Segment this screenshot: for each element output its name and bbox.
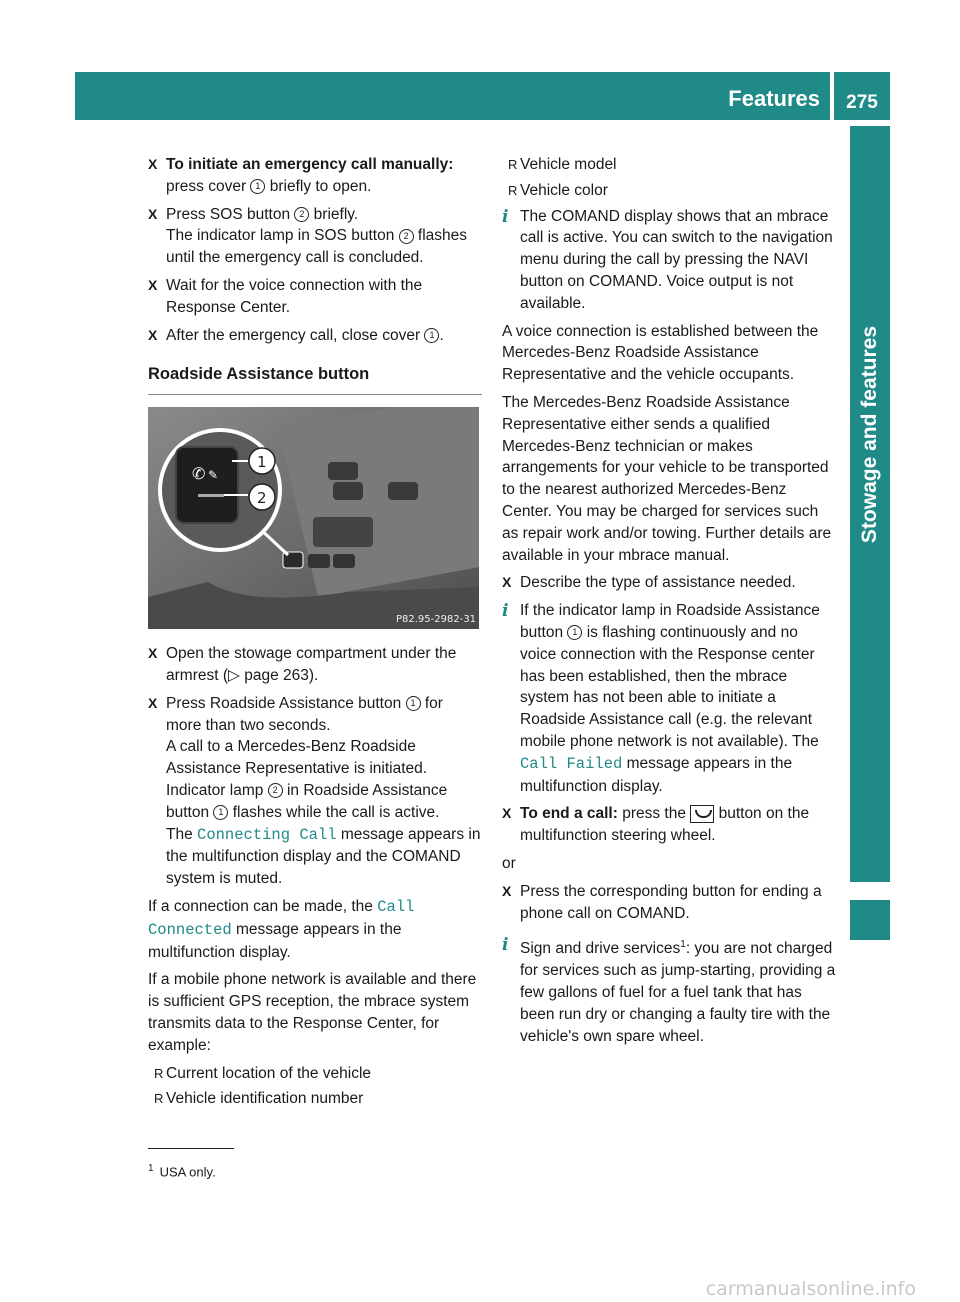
side-tab-label: Stowage and features bbox=[858, 326, 881, 544]
header-bar bbox=[75, 72, 830, 120]
callout-1: 1 bbox=[250, 179, 265, 194]
footnote: $^1$ USA only. bbox=[148, 1163, 216, 1180]
svg-text:✆: ✆ bbox=[192, 464, 206, 484]
or-text: or bbox=[502, 854, 516, 872]
list-item: R Vehicle identification number bbox=[148, 1088, 482, 1110]
step-press-sos: X Press SOS button 2 briefly. bbox=[148, 204, 482, 226]
hang-up-icon bbox=[690, 805, 714, 823]
info-icon: i bbox=[502, 601, 509, 622]
step-open: X Open the stowage compartment under the armrest (▷ page 263). bbox=[148, 643, 482, 687]
paragraph-voice: A voice connection is established between the Mercedes-Benz Roadside Assistance Representative and the vehicle occupants. bbox=[502, 322, 819, 384]
display-message-connecting: Connecting Call bbox=[197, 825, 337, 844]
section-heading: Roadside Assistance button bbox=[148, 364, 482, 395]
paragraph-gps: If a mobile phone network is available and there is sufficient GPS reception, the mbrace system transmits data to the Response Center, for example: bbox=[148, 971, 477, 1054]
svg-text:✎: ✎ bbox=[208, 468, 219, 483]
page-number: 275 bbox=[834, 72, 890, 120]
figure-illustration bbox=[148, 407, 479, 629]
roadside-button-figure bbox=[148, 407, 479, 629]
step-close: X After the emergency call, close cover 1 . bbox=[148, 325, 482, 347]
info-note-comand: i The COMAND display shows that an mbrace call is active. You can switch to the navigation menu during the call by pressing the NAVI button on COMAND. Voice output is not available. bbox=[502, 206, 833, 312]
paragraph-connected: If a connection can be made, the Call Connected message appears in the multifunction display. bbox=[148, 897, 415, 961]
step-initiate: X To initiate an emergency call manually: press cover 1 briefly to open. bbox=[148, 154, 482, 198]
step-corresponding: X Press the corresponding button for ending a phone call on COMAND. bbox=[502, 881, 836, 925]
list-item: R Vehicle model bbox=[502, 154, 836, 176]
figure-callout-2: 2 bbox=[257, 489, 267, 508]
info-note-sign-drive: i Sign and drive services$^1$: you are not charged for services such as jump-starting, providing a few gallons of fuel for a fuel tank that has been run dry or changing a faulty tire with the vehicle's own spare wheel. bbox=[502, 935, 836, 1045]
info-note-lamp: i If the indicator lamp in Roadside Assistance button 1 is flashing continuously and no voice connection with the Response center has been established, then the mbrace system has not been able to initiate a Roadside Assistance call (e.g. the relevant mobile phone network is not available). The Call Failed message appears in the multifunction display. bbox=[502, 601, 820, 795]
figure-code: P82.95-2982-31 bbox=[396, 614, 477, 626]
right-column bbox=[502, 154, 836, 1053]
footnote-rule bbox=[148, 1148, 234, 1149]
callout-2: 2 bbox=[294, 207, 309, 222]
left-column bbox=[148, 154, 482, 1114]
watermark: carmanualsonline.info bbox=[705, 1278, 916, 1300]
info-icon: i bbox=[502, 206, 509, 227]
step-wait: X Wait for the voice connection with the Response Center. bbox=[148, 275, 482, 319]
sos-note: The indicator lamp in SOS button 2 flashes until the emergency call is concluded. bbox=[166, 227, 468, 267]
figure-callout-1: 1 bbox=[257, 453, 267, 472]
step-describe: X Describe the type of assistance needed. bbox=[502, 572, 836, 594]
step-press-roadside: X Press Roadside Assistance button 1 for more than two seconds. bbox=[148, 693, 482, 737]
list-item: R Current location of the vehicle bbox=[148, 1063, 482, 1085]
press-notes: A call to a Mercedes-Benz Roadside Assistance Representative is initiated. Indicator lamp 2 in Roadside Assistance button 1 flashes while the call is active. The Connecting Call message appears in the multifunction display and the COMAND system is muted. bbox=[166, 738, 481, 888]
paragraph-representative: The Mercedes-Benz Roadside Assistance Representative either sends a qualified Mercedes-Benz technician or makes arrangements for your vehicle to be transported to the nearest authorized Mercedes-Benz Center. You may be charged for services such as repair work and/or towing. Further details are available in your mbrace manual. bbox=[502, 393, 832, 564]
tab-block bbox=[850, 900, 890, 940]
list-item: R Vehicle color bbox=[502, 180, 836, 202]
step-end-call: X To end a call: press the button on the multifunction steering wheel. bbox=[502, 803, 836, 847]
header-title: Features bbox=[728, 86, 820, 111]
info-icon: i bbox=[502, 935, 509, 956]
display-message-failed: Call Failed bbox=[520, 754, 623, 773]
